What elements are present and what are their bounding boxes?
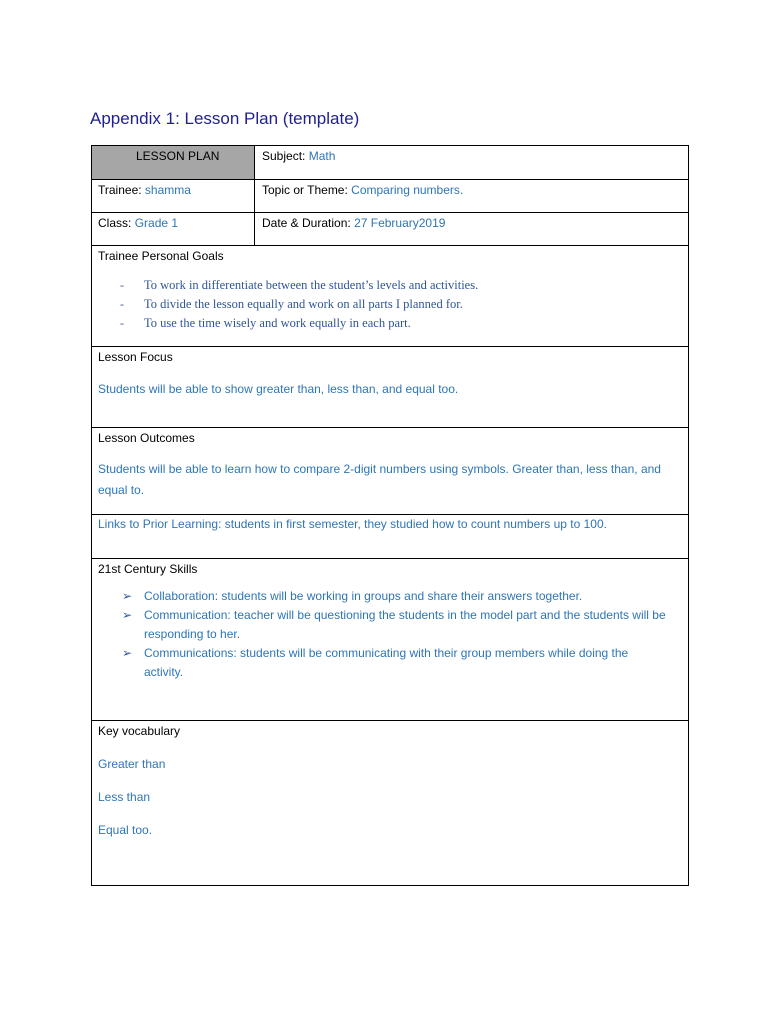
topic-cell <box>255 180 688 213</box>
arrow-bullet-icon: ➢ <box>122 608 133 622</box>
subject-value: Math <box>308 149 336 163</box>
subject-cell <box>255 146 688 180</box>
date-cell <box>255 213 688 246</box>
list-item: ➢ Communication: teacher will be questioning the students in the model part and the students will be responding to her. <box>122 608 666 641</box>
subject-label: Subject: <box>262 149 306 163</box>
goals-section <box>92 245 688 347</box>
goals-title: Trainee Personal Goals <box>98 249 224 263</box>
vocab-item: Less than <box>98 790 151 804</box>
lesson-plan-label: LESSON PLAN <box>136 149 220 163</box>
list-item: ➢ Communications: students will be communicating with their group members while doing the activity. <box>122 646 629 679</box>
outcomes-title: Lesson Outcomes <box>98 431 195 445</box>
trainee-label: Trainee: <box>98 183 142 197</box>
list-item: - To divide the lesson equally and work on all parts I planned for. <box>120 297 463 311</box>
lesson-plan-table <box>91 145 689 886</box>
focus-text: Students will be able to show greater than, less than, and equal too. <box>98 382 459 396</box>
vocab-item: Greater than <box>98 757 166 771</box>
outcomes-section <box>92 427 688 515</box>
prior-learning-section <box>92 514 688 559</box>
list-item: ➢ Collaboration: students will be working in groups and share their answers together. <box>122 587 667 606</box>
goals-list <box>120 276 478 333</box>
focus-section <box>92 346 688 428</box>
arrow-bullet-icon: ➢ <box>122 589 133 603</box>
list-item: - To work in differentiate between the student’s levels and activities. <box>120 278 479 292</box>
focus-title: Lesson Focus <box>98 350 173 364</box>
vocab-section <box>92 720 688 886</box>
topic-label: Topic or Theme: <box>262 183 348 197</box>
arrow-bullet-icon: ➢ <box>122 646 133 660</box>
outcomes-text-line-1: Students will be able to learn how to compare 2-digit numbers using symbols. Greater than, less than, and <box>98 462 661 476</box>
skills-list <box>122 587 667 682</box>
trainee-cell <box>92 180 255 213</box>
table-row <box>92 212 688 246</box>
table-row <box>92 146 688 180</box>
outcomes-text-line-2: equal to. <box>98 483 145 497</box>
skills-title: 21st Century Skills <box>98 562 198 576</box>
list-item: - To use the time wisely and work equally in each part. <box>120 316 411 330</box>
prior-learning-text: Links to Prior Learning: students in first semester, they studied how to count numbers up to 100. <box>98 517 607 531</box>
date-value: 27 February2019 <box>354 216 446 230</box>
class-value: Grade 1 <box>134 216 179 230</box>
document-heading: Appendix 1: Lesson Plan (template) <box>90 109 360 128</box>
skills-section <box>92 558 688 721</box>
trainee-value: shamma <box>144 183 191 197</box>
topic-value: Comparing numbers. <box>351 183 464 197</box>
table-row <box>92 179 688 213</box>
class-cell <box>92 213 255 246</box>
vocab-title: Key vocabulary <box>98 724 181 738</box>
lesson-plan-cell <box>92 146 255 180</box>
class-label: Class: <box>98 216 132 230</box>
vocab-item: Equal too. <box>98 823 153 837</box>
date-label: Date & Duration: <box>262 216 351 230</box>
